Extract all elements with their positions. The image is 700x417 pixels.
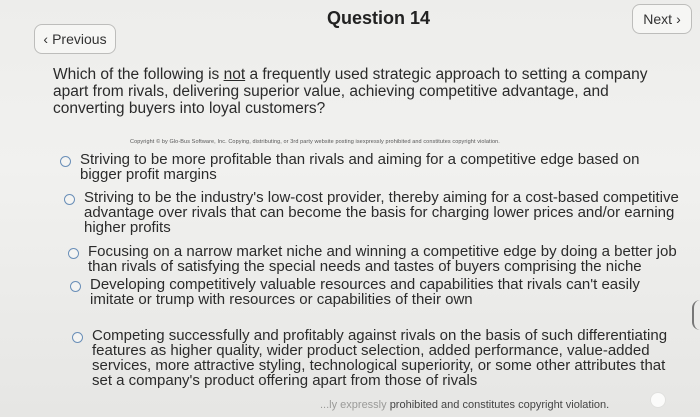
- answer-option-label: Striving to be more profitable than rivals and aiming for a competitive edge based on bigger profit margins: [80, 151, 640, 183]
- radio-icon[interactable]: [70, 281, 81, 292]
- question-emphasis: not: [223, 66, 246, 83]
- answer-option-3[interactable]: [68, 244, 680, 274]
- question-text-end: a frequently used strategic approach to setting a company apart from rivals, delivering superior value, achieving competitive advantage, and converting buyers into loyal customers?: [53, 66, 648, 117]
- answer-option-label: Developing competitively valuable resources and capabilities that rivals can't easily imitate or trump with resources or capabilities of their own: [90, 276, 640, 308]
- footer-faint-text: ...ly expressly: [320, 399, 390, 411]
- chevron-right-icon: ›: [676, 11, 681, 27]
- footer-text: prohibited and constitutes copyright violation.: [389, 399, 610, 411]
- page-title: Question 14: [327, 8, 431, 28]
- circle-icon: [650, 392, 666, 408]
- next-label: Next: [643, 11, 673, 27]
- previous-button[interactable]: [34, 24, 116, 54]
- radio-icon[interactable]: [72, 332, 83, 343]
- question-text: [53, 66, 679, 117]
- answer-option-label: Focusing on a narrow market niche and winning a competitive edge by doing a better job than rivals of satisfying the special needs and tastes of buyers comprising the niche: [88, 243, 677, 275]
- radio-icon[interactable]: [68, 248, 79, 259]
- previous-label: Previous: [52, 31, 107, 47]
- answer-option-2[interactable]: [64, 190, 680, 235]
- answer-option-label: Competing successfully and profitably against rivals on the basis of such differentiating features as higher quality, wider product selection, added performance, value-added services, more attractive styling, technological superiority, or some other attributes that set a company's product offering apart from those of rivals: [92, 327, 668, 389]
- edge-bracket-icon: [692, 300, 700, 330]
- copyright-notice: Copyright © by Glo-Bus Software, Inc. Copying, distributing, or 3rd party website posting isexpressly prohibited and constitutes copyright violation.: [130, 139, 500, 145]
- footer-copyright: [320, 399, 609, 411]
- answer-option-label: Striving to be the industry's low-cost provider, thereby aiming for a cost-based competitive advantage over rivals that can become the basis for charging lower prices and/or earning higher profits: [84, 189, 679, 236]
- radio-icon[interactable]: [64, 194, 75, 205]
- answer-option-5[interactable]: [72, 328, 678, 388]
- answer-option-1[interactable]: [60, 152, 680, 182]
- chevron-left-icon: ‹: [43, 31, 49, 47]
- next-button[interactable]: [632, 4, 692, 34]
- question-text-start: Which of the following is: [53, 66, 224, 83]
- answer-option-4[interactable]: [70, 277, 680, 307]
- radio-icon[interactable]: [60, 156, 71, 167]
